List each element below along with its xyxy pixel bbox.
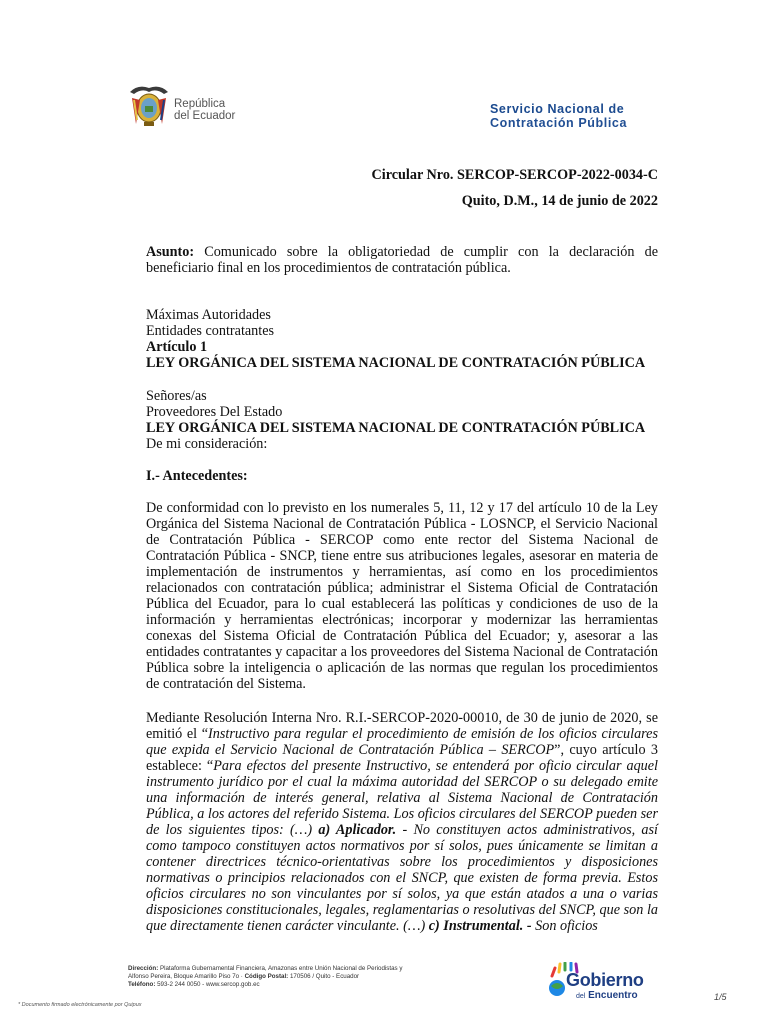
footer-address-label: Dirección: xyxy=(128,965,159,972)
page-number: 1/5 xyxy=(714,992,727,1002)
globe-icon xyxy=(548,974,566,1000)
gobierno-del: del xyxy=(576,993,586,1000)
para2-text-8: Son oficios xyxy=(531,918,598,934)
recipient-line-2: Entidades contratantes xyxy=(146,323,275,339)
recipient-line-1: Máximas Autoridades xyxy=(146,307,271,323)
republic-line-1: República xyxy=(174,98,226,110)
footer-postal-text: 170506 / Quito - Ecuador xyxy=(288,973,360,981)
footer-line-3 xyxy=(128,981,458,989)
recipient-line-3: Artículo 1 xyxy=(146,339,208,355)
signed-note: * Documento firmado electrónicamente por Quipux xyxy=(18,1002,142,1008)
para2-text-3: ”, cuyo artículo 3 establece: “ xyxy=(146,742,658,774)
gobierno-logo xyxy=(548,962,668,1008)
place-date: Quito, D.M., 14 de junio de 2022 xyxy=(461,193,658,209)
gobierno-title: Gobierno xyxy=(566,970,644,990)
para2-text-1: Mediante Resolución Interna Nro. R.I.-SERCOP-2020-00010, de 30 de junio de 2020, se emitió el “ xyxy=(146,710,658,742)
footer-postal-label: Código Postal: xyxy=(244,973,289,981)
salutation: De mi consideración: xyxy=(146,436,268,452)
para2-text-5: a) Aplicador. xyxy=(318,822,397,838)
paragraph-antecedentes: De conformidad con lo previsto en los numerales 5, 11, 12 y 17 del artículo 10 de la Ley Orgánica del Sistema Nacional de Contratación Pública - LOSNCP, el Servicio Nacional de Contratación Pública - SERCOP como ente rector del Sistema Nacional de Contratación Pública - SNCP, tiene entre sus atribuciones legales, asesorar en materia de implementación de instrumentos y herramientas, así como en los procedimientos relacionados con contratación pública; administrar el Sistema Oficial de Contratación Pública del Ecuador, para lo cual establecerá las políticas y condiciones de uso de la información y herramientas electrónicas; incorporar y modernizar las herramientas conexas del Sistema Oficial de Contratación Pública del Ecuador; y, asesorar a las entidades contratantes y capacitar a los proveedores del Sistema Nacional de Contratación Pública sobre la inteligencia o aplicación de las normas que regulan los procedimientos de contratación del Sistema. xyxy=(146,500,658,692)
subject xyxy=(146,244,658,276)
gobierno-subtitle xyxy=(576,990,638,1001)
paragraph-resolucion xyxy=(146,710,658,934)
section-title: I.- Antecedentes: xyxy=(146,468,248,484)
agency-line-1: Servicio Nacional de xyxy=(490,102,625,116)
recipient-line-5: Señores/as xyxy=(146,388,207,404)
recipient-line-7: LEY ORGÁNICA DEL SISTEMA NACIONAL DE CONTRATACIÓN PÚBLICA xyxy=(146,420,646,436)
circular-number: Circular Nro. SERCOP-SERCOP-2022-0034-C xyxy=(371,167,658,183)
republic-logo xyxy=(126,80,266,130)
republic-line-2: del Ecuador xyxy=(174,110,236,122)
agency-name xyxy=(490,102,650,130)
para2-text-4: Para efectos del presente Instructivo, se entenderá por oficio circular aquel instrumento jurídico por el cual la máxima autoridad del SERCOP o su delegado emite una información de interés general, relativa al Sistema Nacional de Contratación Pública, a los actores del referido Sistema. Los oficios circulares del SERCOP pueden ser de los siguientes tipos: (…) xyxy=(146,758,658,838)
para2-text-6: - No constituyen actos administrativos, así como tampoco constituyen actos normativos por sí solos, pues únicamente se limitan a contener directrices técnico-orientativas sobre los procedimientos y disposiciones normativas o principios relacionados con el SNCP, que existen de forma previa. Estos oficios circulares no son vinculantes por sí solos, ya que están atados a una o varias disposiciones constitucionales, legales, reglamentarias o resolutivas del SNCP, que son la que directamente tienen carácter vinculante. (…) xyxy=(146,822,658,934)
recipient-line-6: Proveedores Del Estado xyxy=(146,404,283,420)
para2-text-2: Instructivo para regular el procedimiento de emisión de los oficios circulares que expida el Servicio Nacional de Contratación Pública – SERCOP xyxy=(146,726,658,758)
footer-address xyxy=(128,965,458,990)
subject-label: Asunto: xyxy=(146,244,195,260)
coat-of-arms-icon xyxy=(126,80,172,130)
footer-address-text: Plataforma Gubernamental Financiera, Amazonas entre Unión Nacional de Periodistas y xyxy=(158,965,403,972)
gobierno-encuentro: Encuentro xyxy=(588,990,638,1001)
recipient-line-4: LEY ORGÁNICA DEL SISTEMA NACIONAL DE CONTRATACIÓN PÚBLICA xyxy=(146,355,646,371)
footer-address-text-2: Alfonso Pereira, Bloque Amarillo Piso 7o · xyxy=(128,973,245,981)
footer-line-2 xyxy=(128,973,458,981)
republic-name xyxy=(174,98,235,122)
agency-line-2: Contratación Pública xyxy=(490,116,628,130)
footer-line-1 xyxy=(128,965,458,973)
para2-text-7: c) Instrumental. - xyxy=(428,918,532,934)
footer-phone-text: 593-2 244 0050 - www.sercop.gob.ec xyxy=(155,981,260,989)
footer-phone-label: Teléfono: xyxy=(128,981,156,989)
subject-text: Comunicado sobre la obligatoriedad de cumplir con la declaración de beneficiario final en los procedimientos de contratación pública. xyxy=(146,244,658,276)
